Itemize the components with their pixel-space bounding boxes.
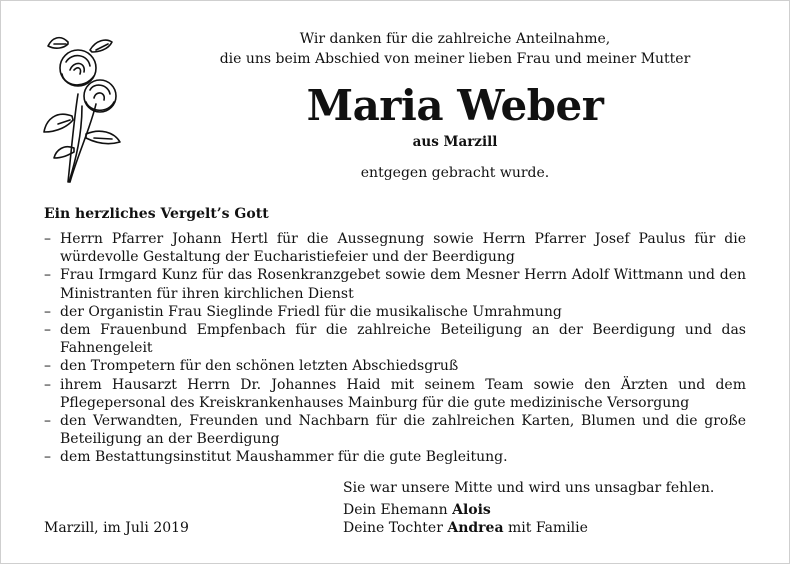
list-item: – dem Frauenbund Empfenbach für die zahlreiche Beteiligung an der Beerdigung und das Fahnengeleit [44,321,746,357]
intro-line-2: die uns beim Abschied von meiner lieben Frau und meiner Mutter [219,51,691,67]
closing-text: Sie war unsere Mitte und wird uns unsagbar fehlen. [343,480,715,496]
deceased-origin: aus Marzill [412,134,498,150]
signature-line-2 [343,520,588,536]
intro-text [170,29,740,69]
list-item: – dem Bestattungsinstitut Maushammer für die gute Begleitung. [44,448,746,466]
vergelt-heading: Ein herzliches Vergelt’s Gott [44,206,269,222]
list-item: – Herrn Pfarrer Johann Hertl für die Aussegnung sowie Herrn Pfarrer Josef Paulus für die würdevolle Gestaltung der Eucharistiefeier und der Beerdigung [44,230,746,266]
list-item: – den Verwandten, Freunden und Nachbarn für die zahlreichen Karten, Blumen und die große Beteiligung an der Beerdigung [44,412,746,448]
signature-2-prefix: Deine Tochter [343,520,443,536]
place-date: Marzill, im Juli 2019 [44,520,189,536]
intro-line-1: Wir danken für die zahlreiche Anteilnahme, [299,31,611,47]
list-item: – den Trompetern für den schönen letzten Abschiedsgruß [44,357,746,375]
rose-icon [38,24,130,184]
list-item: – ihrem Hausarzt Herrn Dr. Johannes Haid mit seinem Team sowie den Ärzten und dem Pflegepersonal des Kreiskrankenhauses Mainburg für die gute medizinische Versorgung [44,376,746,412]
signature-1-name: Alois [452,502,491,518]
received-text: entgegen gebracht wurde. [360,165,550,181]
thanks-list [44,230,746,467]
signature-line-1 [343,502,491,518]
signature-1-prefix: Dein Ehemann [343,502,448,518]
signature-2-name: Andrea [447,520,504,536]
signature-2-suffix: mit Familie [507,520,588,536]
deceased-name: Maria Weber [306,81,604,130]
list-item: – der Organistin Frau Sieglinde Friedl für die musikalische Umrahmung [44,303,746,321]
list-item: – Frau Irmgard Kunz für das Rosenkranzgebet sowie dem Mesner Herrn Adolf Wittmann und den Ministranten für ihren kirchlichen Dienst [44,266,746,302]
